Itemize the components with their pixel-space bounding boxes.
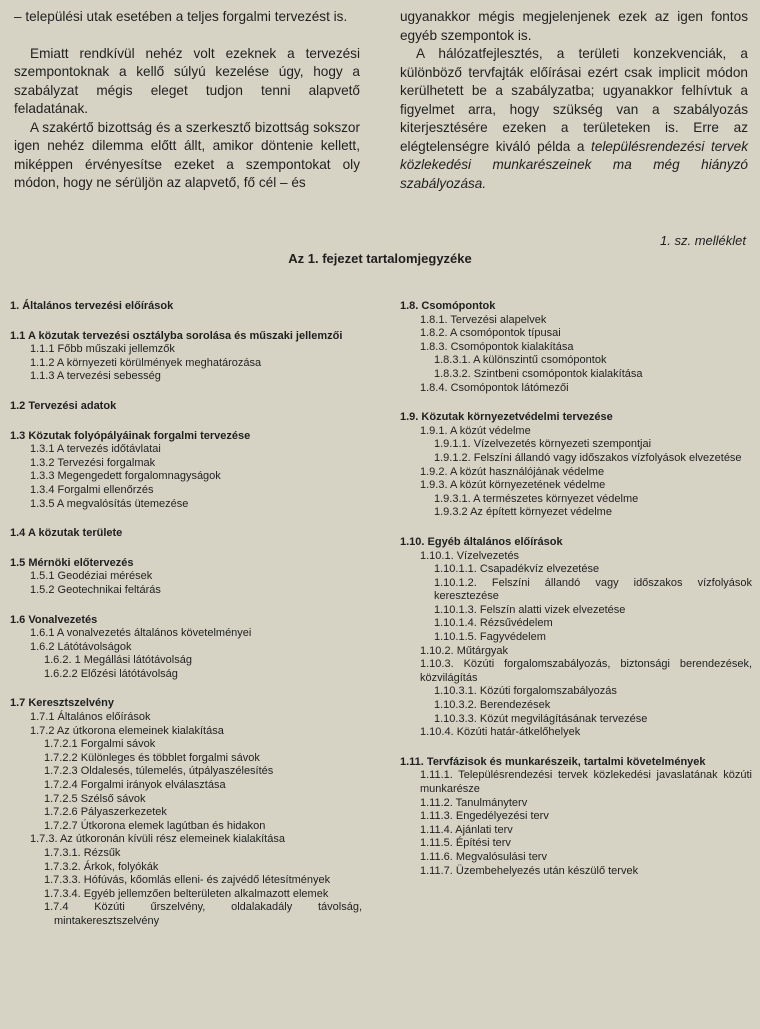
toc-entry: 1.9.1.2. Felszíni állandó vagy időszakos vízfolyások elvezetése xyxy=(434,451,742,464)
toc-entry: 1.10.3. Közúti forgalomszabályozás, biztonsági berendezések, közvilágítás xyxy=(420,658,752,684)
toc-section-heading: 1.6 Vonalvezetés xyxy=(10,613,98,626)
toc-section-heading: 1.2 Tervezési adatok xyxy=(10,399,117,412)
toc-entry: 1.1.1 Főbb műszaki jellemzők xyxy=(30,343,175,356)
toc-entry: 1.9.3.2 Az épített környezet védelme xyxy=(434,506,612,519)
toc-entry: 1.5.1 Geodéziai mérések xyxy=(30,570,153,583)
toc-entry: 1.9.1. A közút védelme xyxy=(420,424,531,437)
toc-entry: 1.10.1.2. Felszíni állandó vagy időszakos vízfolyások keresztezése xyxy=(434,576,752,603)
toc-entry: 1.8.4. Csomópontok látómezői xyxy=(420,381,569,394)
toc-entry: 1.3.5 A megvalósítás ütemezése xyxy=(30,497,189,510)
toc-entry: 1.10.1.1. Csapadékvíz elvezetése xyxy=(434,563,600,576)
toc-entry: 1.5.2 Geotechnikai feltárás xyxy=(30,583,161,596)
toc-section-heading: 1.10. Egyéb általános előírások xyxy=(400,535,563,548)
toc-section-heading: 1.8. Csomópontok xyxy=(400,300,496,312)
toc-entry: 1.9.2. A közút használójának védelme xyxy=(420,465,605,478)
toc-entry: 1.6.2 Látótávolságok xyxy=(30,640,132,653)
toc-entry: 1.10.1.5. Fagyvédelem xyxy=(434,631,546,644)
toc-entry: 1.8.3.2. Szintbeni csomópontok kialakítása xyxy=(434,367,643,380)
toc-entry: 1.11.2. Tanulmányterv xyxy=(420,796,528,809)
toc-right-column xyxy=(400,300,752,878)
toc-entry: 1.10.1.4. Rézsűvédelem xyxy=(434,617,553,630)
intro-paragraph: – települési utak esetében a teljes forgalmi tervezést is. xyxy=(14,9,348,24)
toc-entry: 1.8.3.1. A különszintű csomópontok xyxy=(434,354,607,367)
toc-entry: 1.10.1.3. Felszín alatti vizek elvezetése xyxy=(434,603,626,616)
toc-entry: 1.3.4 Forgalmi ellenőrzés xyxy=(30,483,154,496)
toc-entry: 1.6.2. 1 Megállási látótávolság xyxy=(44,654,192,667)
toc-section-heading: 1.4 A közutak területe xyxy=(10,527,123,540)
toc-entry: 1.8.3. Csomópontok kialakítása xyxy=(420,340,574,353)
intro-text-span: A hálózatfejlesztés, a területi konzekvenciák, a különböző tervfajták előírásai ezért csak implicit módon kerülhetett be a szabályzatba; ugyanakkor felhívtuk a figyelmet arra, hogy szükség van a szabályozás kiterjesztésére ezeken a területeken is. Erre az elégtelenségre kiváló példa a xyxy=(400,46,748,154)
intro-paragraph xyxy=(400,45,748,193)
toc-entry: 1.7.3.1. Rézsűk xyxy=(44,847,121,859)
intro-emphasis: településrendezési tervek közlekedési munkarészeinek ma még hiányzó szabályozása. xyxy=(400,138,748,191)
intro-right-column xyxy=(400,8,748,193)
toc-entry: 1.7.2.6 Pályaszerkezetek xyxy=(44,806,167,819)
toc-entry: 1.7.2.2 Különleges és többlet forgalmi sávok xyxy=(44,751,260,764)
toc-section-heading: 1.1 A közutak tervezési osztályba sorolása és műszaki jellemzői xyxy=(10,329,343,342)
toc-entry: 1.11.3. Engedélyezési terv xyxy=(420,810,549,823)
toc-entry: 1.7.2.4 Forgalmi irányok elválasztása xyxy=(44,779,226,792)
toc-entry: 1.7.3.2. Árkok, folyókák xyxy=(44,860,159,873)
toc-entry: 1.7.2.1 Forgalmi sávok xyxy=(44,738,156,751)
toc-entry: 1.10.2. Műtárgyak xyxy=(420,644,509,657)
toc-entry: 1.10.3.2. Berendezések xyxy=(434,699,551,712)
toc-section-heading: 1.9. Közutak környezetvédelmi tervezése xyxy=(400,411,613,424)
toc-entry: 1.3.2 Tervezési forgalmak xyxy=(30,456,156,469)
toc-entry: 1.1.2 A környezeti körülmények meghatározása xyxy=(30,356,262,369)
toc-entry: 1.9.3.1. A természetes környezet védelme xyxy=(434,492,639,505)
toc-entry: 1.9.1.1. Vízelvezetés környezeti szempontjai xyxy=(434,438,652,451)
toc-entry: 1.9.3. A közút környezetének védelme xyxy=(420,479,606,492)
toc-section-heading: 1.11. Tervfázisok és munkarészeik, tartalmi követelmények xyxy=(400,755,706,768)
annex-label: 1. sz. melléklet xyxy=(660,233,746,248)
intro-paragraph: Emiatt rendkívül nehéz volt ezeknek a tervezési szempontoknak a kellő súlyú kezelése úgy, hogy a szabályzat mégis eleget tudjon tenni alapvető feladatának. xyxy=(14,45,360,116)
toc-entry: 1.11.6. Megvalósulási terv xyxy=(420,850,547,863)
toc-entry: 1.8.1. Tervezési alapelvek xyxy=(420,313,547,326)
toc-entry: 1.8.2. A csomópontok típusai xyxy=(420,327,561,340)
intro-left-column xyxy=(14,8,360,193)
toc-entry: 1.10.4. Közúti határ-átkelőhelyek xyxy=(420,726,581,739)
toc-entry: 1.3.3 Megengedett forgalomnagyságok xyxy=(30,470,221,483)
toc-entry: 1.7.2.7 Útkorona elemek lagútban és hidakon xyxy=(44,819,266,832)
toc-entry: 1.10.1. Vízelvezetés xyxy=(420,549,520,562)
toc-entry: 1.7.2.5 Szélső sávok xyxy=(44,792,146,805)
toc-entry: 1.10.3.3. Közút megvilágításának tervezése xyxy=(434,712,648,725)
toc-entry: 1.7.2 Az útkorona elemeinek kialakítása xyxy=(30,724,224,737)
toc-entry: 1.11.5. Építési terv xyxy=(420,837,511,850)
toc-entry: 1.1.3 A tervezési sebesség xyxy=(30,370,161,383)
toc-section-heading: 1. Általános tervezési előírások xyxy=(10,300,174,312)
toc-entry: 1.11.4. Ajánlati terv xyxy=(420,823,513,836)
toc-entry: 1.7.3.4. Egyéb jellemzően belterületen alkalmazott elemek xyxy=(44,887,329,900)
intro-paragraph: ugyanakkor mégis megjelenjenek ezek az igen fontos egyéb szempontok is. xyxy=(400,9,748,43)
toc-left-column xyxy=(10,300,362,929)
toc-section-heading: 1.3 Közutak folyópályáinak forgalmi tervezése xyxy=(10,429,251,442)
toc-section-heading: 1.5 Mérnöki előtervezés xyxy=(10,556,134,569)
intro-paragraph: A szakértő bizottság és a szerkesztő bizottság sokszor igen nehéz dilemma előtt állt, amikor döntenie kellett, miképpen érvényesítse ezeket a szempontokat oly módon, hogy ne sérüljön az alapvető, fő cél – és xyxy=(14,119,360,190)
toc-entry: 1.7.3. Az útkoronán kívüli rész elemeinek kialakítása xyxy=(30,833,285,846)
toc-entry: 1.7.2.3 Oldalesés, túlemelés, útpályaszélesítés xyxy=(44,765,274,778)
toc-entry: 1.10.3.1. Közúti forgalomszabályozás xyxy=(434,685,617,698)
toc-entry: 1.11.7. Üzembehelyezés után készülő tervek xyxy=(420,864,639,877)
toc-entry: 1.7.4 Közúti űrszelvény, oldalakadály távolság, mintakeresztszelvény xyxy=(44,901,362,927)
toc-entry: 1.11.1. Településrendezési tervek közlekedési javaslatának közúti munkarésze xyxy=(420,769,752,795)
toc-title: Az 1. fejezet tartalomjegyzéke xyxy=(288,251,472,266)
toc-entry: 1.7.3.3. Hófúvás, kőomlás elleni- és zajvédő létesítmények xyxy=(44,874,331,887)
toc-entry: 1.3.1 A tervezés időtávlatai xyxy=(30,443,161,456)
toc-entry: 1.7.1 Általános előírások xyxy=(30,711,151,724)
toc-section-heading: 1.7 Keresztszelvény xyxy=(10,697,114,710)
toc-entry: 1.6.2.2 Előzési látótávolság xyxy=(44,667,178,680)
toc-entry: 1.6.1 A vonalvezetés általános követelményei xyxy=(30,627,252,640)
